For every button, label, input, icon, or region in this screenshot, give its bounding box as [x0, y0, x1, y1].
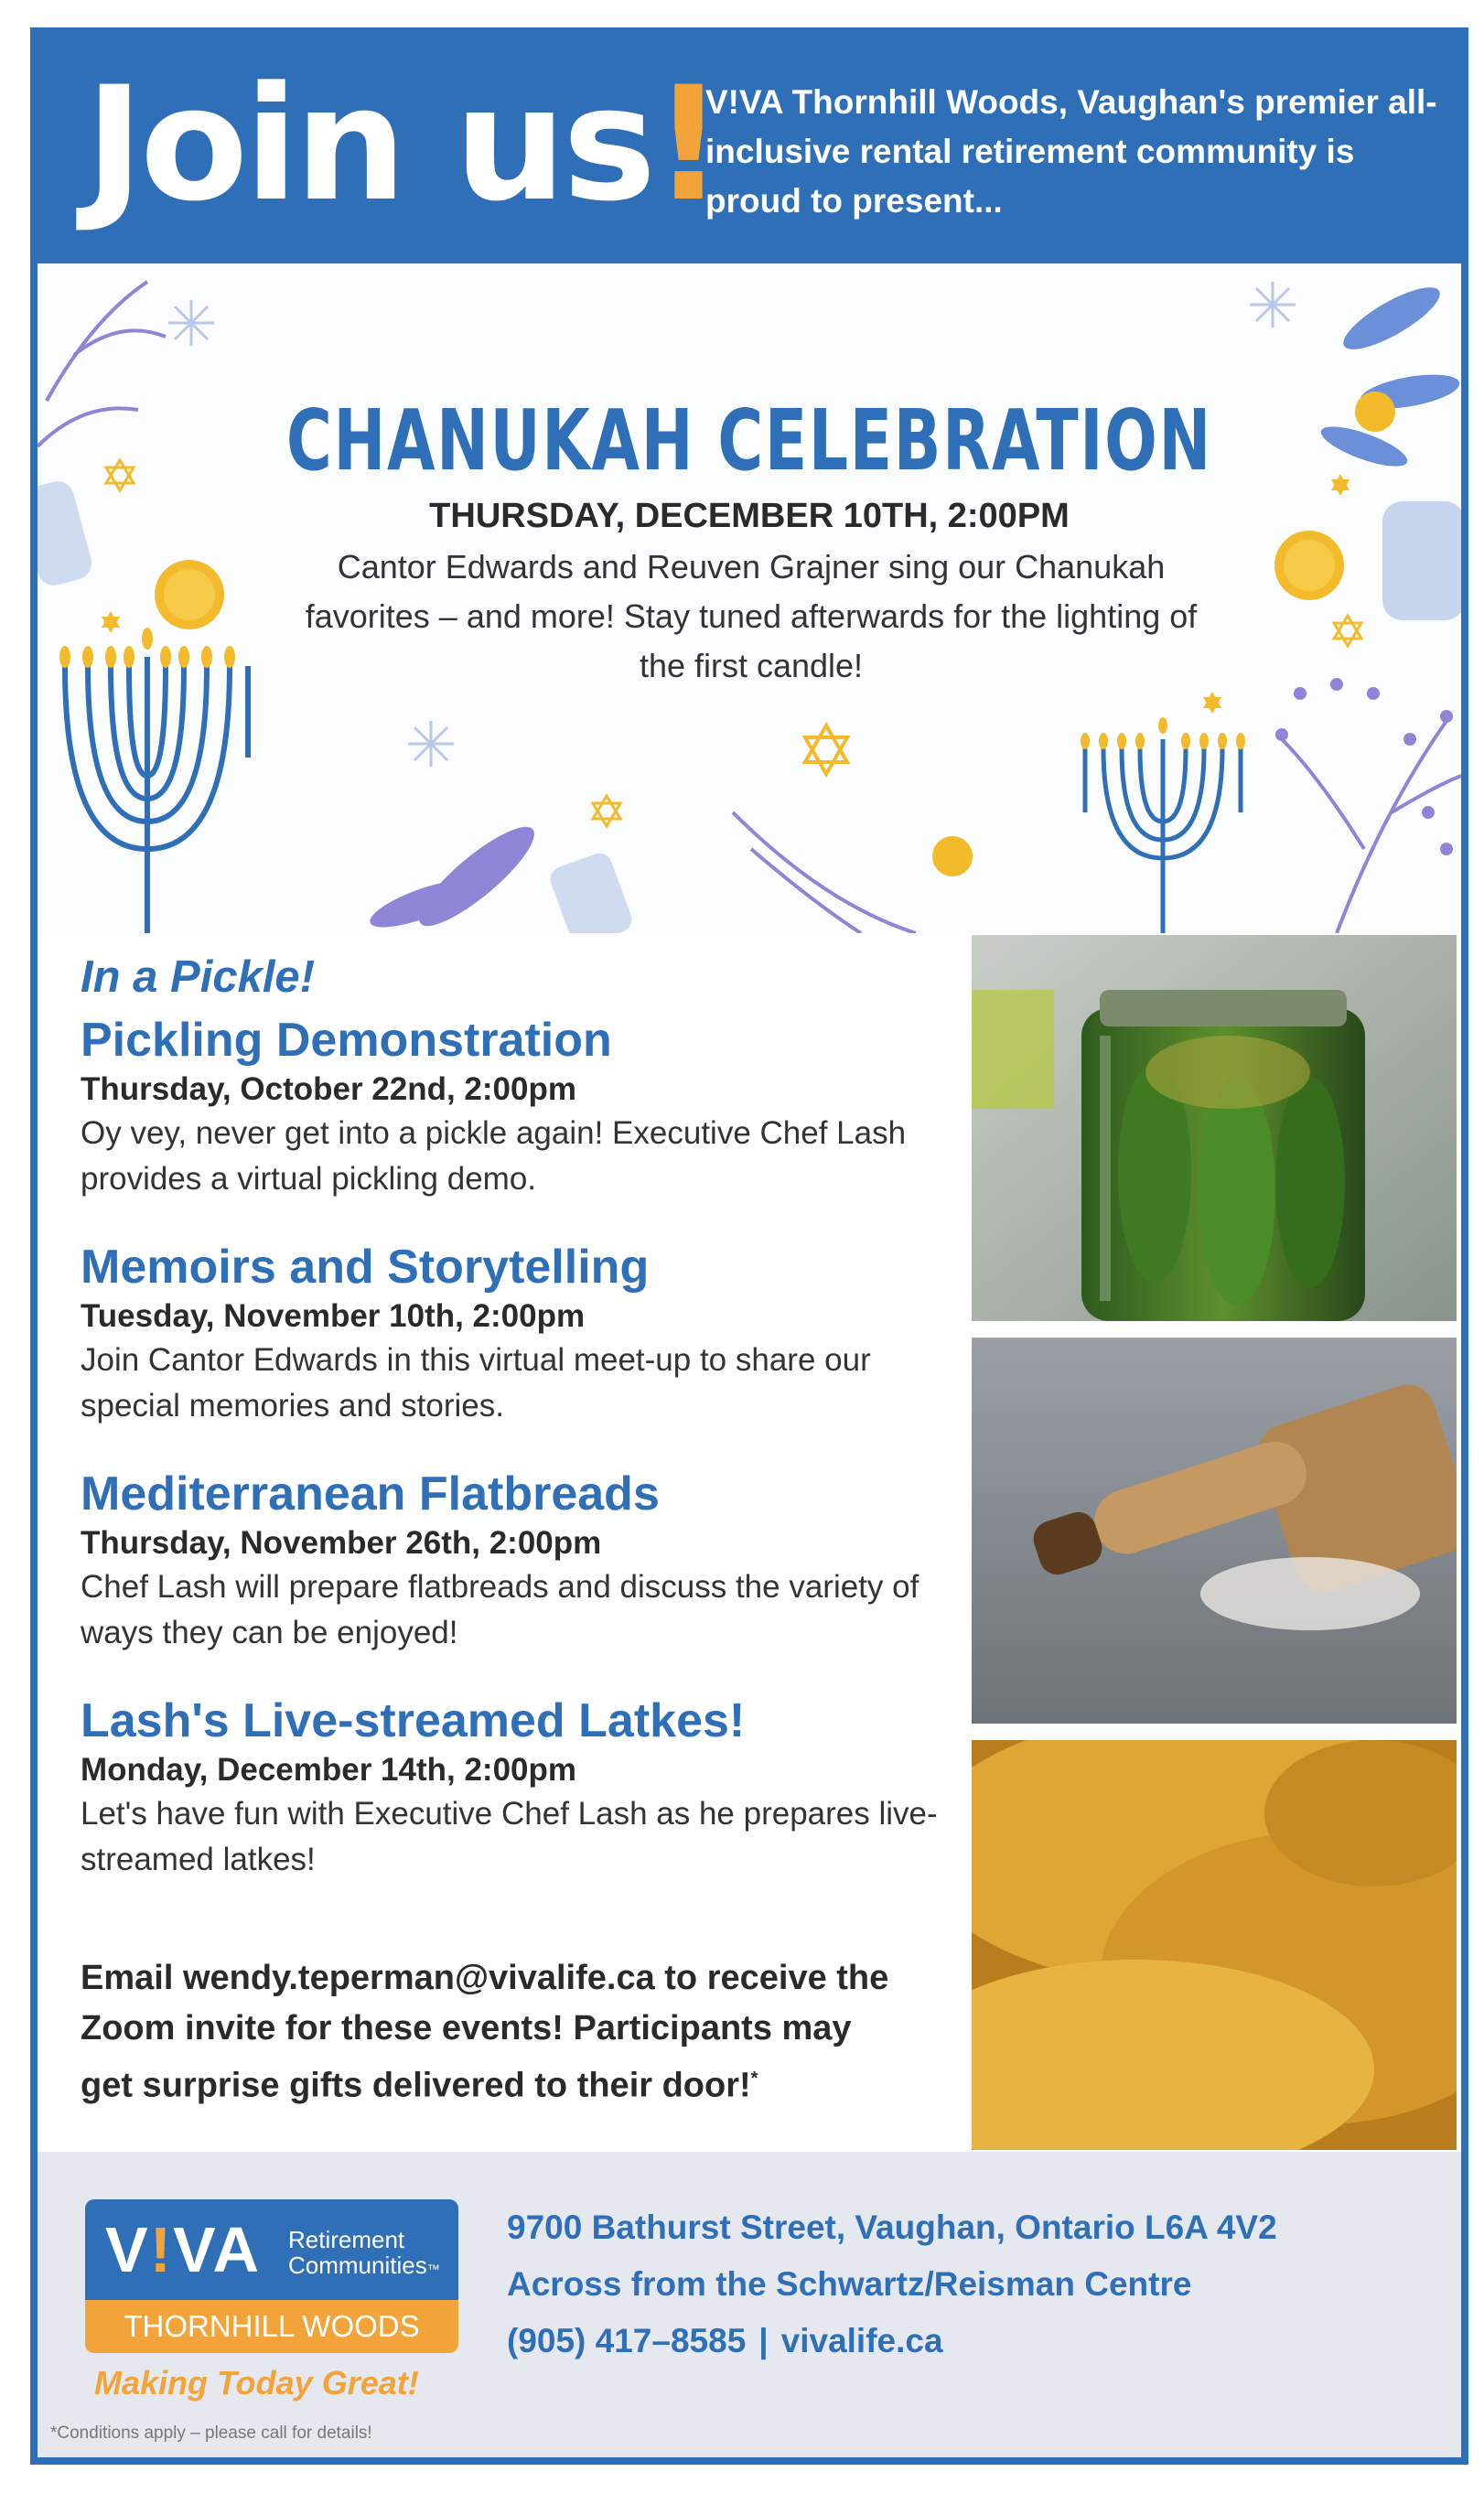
star-of-david-icon — [805, 725, 847, 774]
logo-wordmark: V!VA — [105, 2214, 262, 2285]
events-tagline: In a Pickle! — [81, 952, 316, 1002]
leaf-icon — [733, 812, 916, 933]
latkes-photo — [972, 1740, 1457, 2150]
event-item — [81, 1239, 950, 1429]
snowflake-icon — [168, 300, 214, 346]
leaf-icon — [1317, 276, 1461, 474]
event-item — [81, 1012, 950, 1202]
event-description: Let's have fun with Executive Chef Lash as he prepares live-streamed latkes! — [81, 1796, 938, 1877]
leaf-icon — [38, 282, 166, 446]
gelt-coin-icon — [932, 836, 973, 876]
join-us-heading: Join us! — [85, 52, 721, 236]
gelt-coin-icon — [1274, 531, 1344, 600]
event-description: Chef Lash will prepare flatbreads and discuss the variety of ways they can be enjoyed! — [81, 1569, 919, 1650]
event-title: Mediterranean Flatbreads — [81, 1467, 660, 1521]
intro-text: V!VA Thornhill Woods, Vaughan's premier all-inclusive rental retirement community is proud to present... — [705, 83, 1437, 220]
star-of-david-icon — [1334, 616, 1361, 646]
logo-subtitle: Retirement Communities™ — [288, 2226, 440, 2279]
event-date: Monday, December 14th, 2:00pm — [81, 1752, 577, 1788]
chanukah-title: CHANUKAH CELEBRATION — [286, 392, 1212, 489]
chanukah-banner — [38, 263, 1461, 933]
rolling-pin-photo — [972, 1338, 1457, 1724]
snowflake-icon — [1250, 282, 1296, 328]
landmark: Across from the Schwartz/Reisman Centre — [507, 2265, 1192, 2303]
conditions-note: *Conditions apply – please call for details! — [50, 2423, 372, 2443]
chanukah-date: THURSDAY, DECEMBER 10TH, 2:00PM — [429, 497, 1070, 535]
event-title: Pickling Demonstration — [81, 1014, 612, 1067]
event-item — [81, 1466, 950, 1656]
event-date: Thursday, October 22nd, 2:00pm — [81, 1071, 576, 1107]
dreidel-icon — [547, 850, 636, 933]
slogan: Making Today Great! — [94, 2364, 419, 2402]
event-date: Thursday, November 26th, 2:00pm — [81, 1525, 602, 1561]
leaf-icon — [365, 814, 545, 933]
logo-location: THORNHILL WOODS — [85, 2300, 458, 2353]
phone-and-website: (905) 417–8585 | vivalife.ca — [507, 2322, 943, 2359]
menorah-icon — [1085, 739, 1241, 933]
events-list — [81, 951, 950, 1919]
event-item — [81, 1693, 950, 1883]
snowflake-icon — [408, 721, 454, 767]
viva-logo — [85, 2199, 458, 2353]
event-title: Lash's Live-streamed Latkes! — [81, 1694, 746, 1747]
phone: (905) 417–8585 — [507, 2322, 747, 2359]
event-date: Tuesday, November 10th, 2:00pm — [81, 1298, 586, 1334]
email-note: Email wendy.teperman@vivalife.ca to receive the Zoom invite for these events! Participants may get surprise gifts delivered to their door!* — [81, 1959, 889, 2105]
berry-icons — [1275, 678, 1453, 855]
pickle-jar-photo — [972, 935, 1457, 1321]
chanukah-description: Cantor Edwards and Reuven Grajner sing our Chanukah favorites – and more! Stay tuned afterwards for the lighting of the first candle! — [305, 548, 1198, 684]
star-of-david-icon — [106, 460, 134, 490]
footer — [38, 2152, 1461, 2457]
star-of-david-icon — [593, 796, 620, 826]
menorah-icon — [65, 657, 248, 933]
gelt-coin-icon — [155, 560, 224, 629]
contact-info — [507, 2199, 1277, 2370]
website-link[interactable]: vivalife.ca — [780, 2322, 943, 2359]
branch-icon — [1282, 721, 1461, 933]
event-description: Join Cantor Edwards in this virtual meet-up to share our special memories and stories. — [81, 1342, 871, 1424]
address: 9700 Bathurst Street, Vaughan, Ontario L6A 4V2 — [507, 2208, 1277, 2246]
event-title: Memoirs and Storytelling — [81, 1241, 650, 1294]
event-description: Oy vey, never get into a pickle again! Executive Chef Lash provides a virtual pickling demo. — [81, 1115, 907, 1197]
header-bar — [30, 27, 1468, 263]
gelt-coin-icon — [1355, 392, 1395, 432]
